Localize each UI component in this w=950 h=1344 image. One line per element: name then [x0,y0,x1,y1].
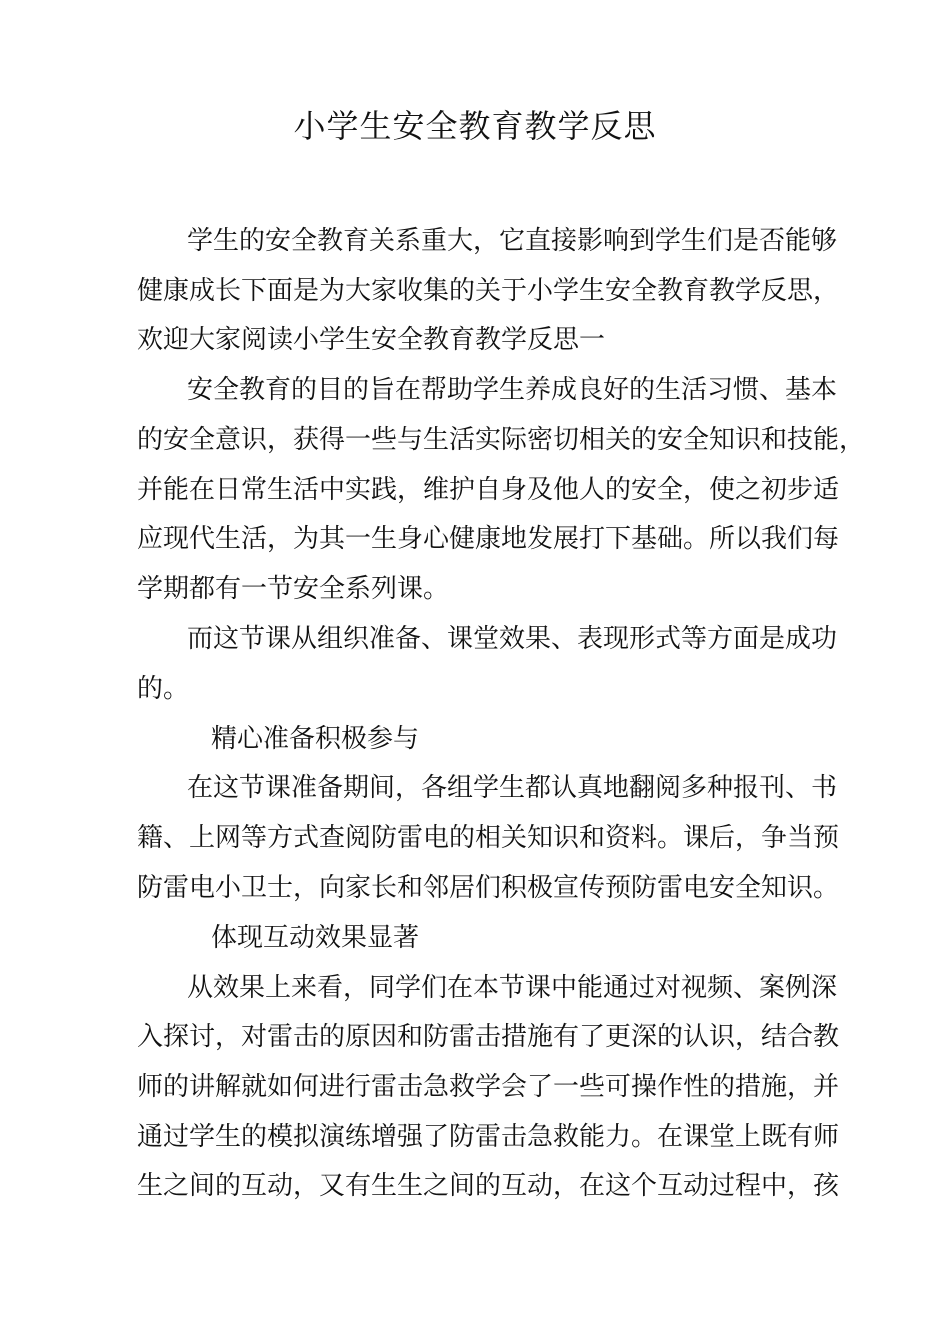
text-line: 学期都有一节安全系列课。 [137,574,450,604]
text-line: 应现代生活，为其一生身心健康地发展打下基础。所以我们每 [137,524,840,554]
text-line: 的。 [137,674,190,704]
section-heading: 体现互动效果显著 [211,923,420,953]
section-heading: 精心准备积极参与 [211,724,420,754]
text-line: 欢迎大家阅读小学生安全教育教学反思一 [137,325,606,355]
text-line: 而这节课从组织准备、课堂效果、表现形式等方面是成功 [187,624,838,654]
text-line: 并能在日常生活中实践，维护自身及他人的安全，使之初步适 [137,475,840,505]
text-line: 入探讨，对雷击的原因和防雷击措施有了更深的认识，结合教 [137,1022,840,1052]
text-line: 通过学生的模拟演练增强了防雷击急救能力。在课堂上既有师 [137,1122,840,1152]
text-line: 安全教育的目的旨在帮助学生养成良好的生活习惯、基本 [187,375,838,405]
text-line: 的安全意识，获得一些与生活实际密切相关的安全知识和技能， [137,425,866,455]
text-line: 师的讲解就如何进行雷击急救学会了一些可操作性的措施，并 [137,1072,840,1102]
text-line: 健康成长下面是为大家收集的关于小学生安全教育教学反思， [137,276,840,306]
document-title: 小学生安全教育教学反思 [293,107,657,145]
text-line: 生之间的互动，又有生生之间的互动，在这个互动过程中，孩 [137,1171,840,1201]
text-line: 从效果上来看，同学们在本节课中能通过对视频、案例深 [187,973,838,1003]
text-line: 防雷电小卫士，向家长和邻居们积极宣传预防雷电安全知识。 [137,873,840,903]
text-line: 学生的安全教育关系重大，它直接影响到学生们是否能够 [187,226,838,256]
text-line: 籍、上网等方式查阅防雷电的相关知识和资料。课后，争当预 [137,823,840,853]
text-line: 在这节课准备期间，各组学生都认真地翻阅多种报刊、书 [187,773,838,803]
